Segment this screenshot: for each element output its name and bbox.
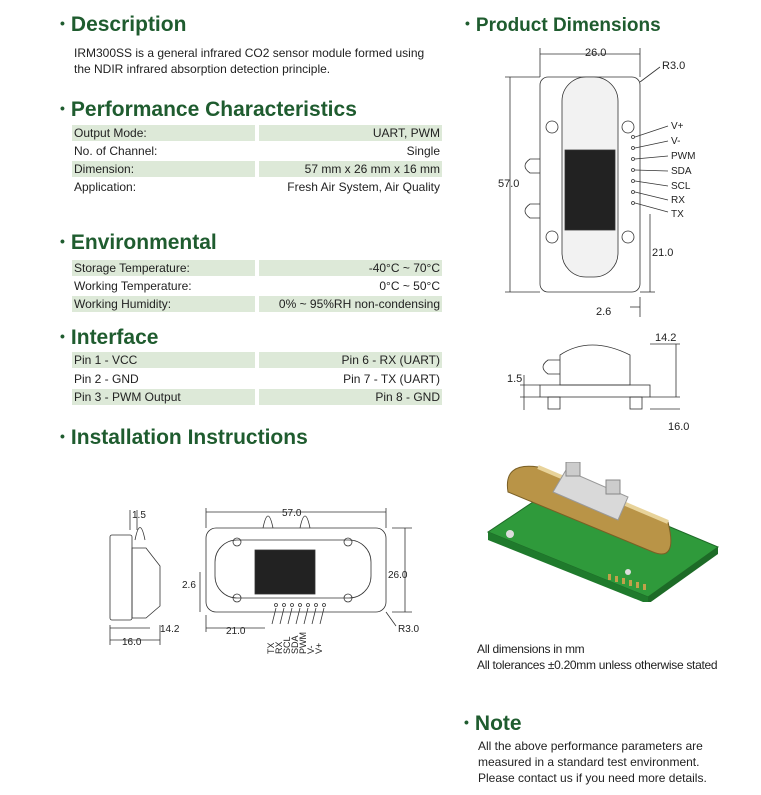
dim-label: 1.5 [132, 510, 146, 521]
table-row: Pin 1 - VCC Pin 6 - RX (UART) [74, 353, 440, 367]
dimension-notes: All dimensions in mm All tolerances ±0.20mm unless otherwise stated [477, 642, 718, 672]
sensor-photo [478, 462, 728, 602]
pin-label: SCL [671, 181, 691, 192]
dim-label: 57.0 [498, 178, 520, 190]
table-row: Storage Temperature: -40°C ~ 70°C [74, 261, 440, 275]
table-row: Dimension: 57 mm x 26 mm x 16 mm [74, 162, 440, 176]
product-dimensions-heading: • Product Dimensions [465, 15, 661, 36]
pin-label: RX [274, 641, 284, 654]
product-top-drawing [490, 42, 710, 322]
pin-label: V- [306, 645, 316, 654]
description-text: IRM300SS is a general infrared CO2 sensor module formed using the NDIR infrared absorption detection principle. [74, 46, 425, 76]
pin-label: PWM [671, 151, 696, 162]
note-heading: • Note [464, 712, 522, 735]
pin-label: TX [671, 209, 684, 220]
pin-label: SDA [671, 166, 692, 177]
installation-heading: • Installation Instructions [60, 426, 308, 449]
table-row: Pin 2 - GND Pin 7 - TX (UART) [74, 372, 440, 386]
environmental-heading: • Environmental [60, 231, 217, 254]
dim-label: 1.5 [507, 373, 523, 385]
dim-label: 14.2 [160, 624, 180, 635]
table-row: No. of Channel: Single [74, 144, 440, 158]
pin-label: V- [671, 136, 681, 147]
pin-label: SCL [282, 636, 292, 654]
dim-label: 2.6 [182, 580, 196, 591]
interface-heading: • Interface [60, 326, 159, 349]
dim-label: 21.0 [226, 626, 246, 637]
table-row: Application: Fresh Air System, Air Quality [74, 180, 440, 194]
pin-label: SDA [290, 635, 300, 654]
pin-label: V+ [314, 642, 324, 654]
product-side-drawing [500, 330, 700, 435]
performance-heading: • Performance Characteristics [60, 98, 357, 121]
dim-label: R3.0 [398, 624, 420, 635]
table-row: Working Temperature: 0°C ~ 50°C [74, 279, 440, 293]
pin-label: PWM [298, 632, 308, 654]
dim-label: 57.0 [282, 508, 302, 519]
table-row: Output Mode: UART, PWM [74, 126, 440, 140]
pin-label: TX [266, 642, 276, 654]
dim-label: 21.0 [652, 247, 674, 259]
description-heading: • Description [60, 13, 187, 36]
dim-label: 16.0 [122, 637, 142, 648]
dim-label: R3.0 [662, 60, 686, 72]
table-row: Working Humidity: 0% ~ 95%RH non-condensing [74, 297, 440, 311]
table-row: Pin 3 - PWM Output Pin 8 - GND [74, 390, 440, 404]
note-text: All the above performance parameters are measured in a standard test environment. Please contact us if you need more details. [478, 739, 707, 785]
dim-label: 26.0 [585, 47, 607, 59]
dim-label: 14.2 [655, 332, 677, 344]
dim-label: 16.0 [668, 421, 690, 433]
installation-drawing [100, 500, 430, 660]
dim-label: 26.0 [388, 570, 408, 581]
pin-label: V+ [671, 121, 684, 132]
pin-label: RX [671, 195, 685, 206]
dim-label: 2.6 [596, 306, 612, 318]
